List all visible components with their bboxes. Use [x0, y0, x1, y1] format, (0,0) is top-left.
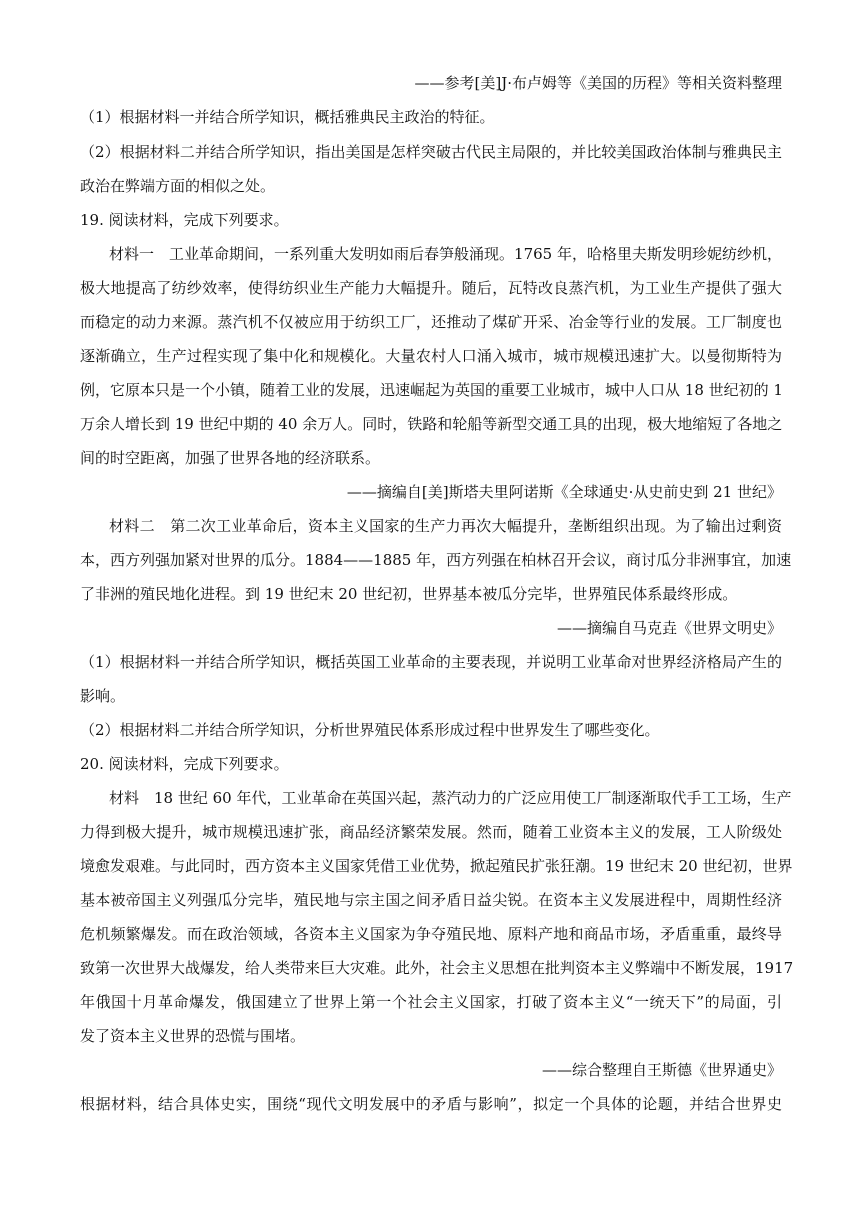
question-18-part-2-line-1: （2）根据材料二并结合所学知识，指出美国是怎样突破古代民主局限的，并比较美国政治体制与雅典民主 — [80, 143, 782, 161]
q20-material-line-8: 发了资本主义世界的恐慌与围堵。 — [80, 1027, 306, 1045]
source-citation-world-general-history: ——综合整理自王斯德《世界通史》 — [541, 1061, 782, 1079]
q20-material-line-5: 危机频繁爆发。而在政治领域，各资本主义国家为争夺殖民地、原料产地和商品市场，矛盾重重，最终导 — [80, 925, 782, 943]
q20-material-line-1: 材料 18 世纪 60 年代，工业革命在英国兴起，蒸汽动力的广泛应用使工厂制逐渐取代手工工场，生产 — [109, 789, 792, 807]
source-citation-global-history: ——摘编自[美]斯塔夫里阿诺斯《全球通史·从史前史到 21 世纪》 — [346, 483, 782, 501]
source-citation-world-civilization: ——摘编自马克垚《世界文明史》 — [556, 619, 782, 637]
q19-material-1-line-4: 逐渐确立，生产过程实现了集中化和规模化。大量农村人口涌入城市，城市规模迅速扩大。以曼彻斯特为 — [80, 347, 782, 365]
question-19-part-1-line-2: 影响。 — [80, 687, 126, 705]
question-18-part-1: （1）根据材料一并结合所学知识，概括雅典民主政治的特征。 — [80, 108, 495, 126]
q19-material-1-line-5: 例，它原本只是一个小镇，随着工业的发展，迅速崛起为英国的重要工业城市，城中人口从 18 世纪初的 1 — [80, 381, 783, 399]
q20-material-line-3: 境愈发艰难。与此同时，西方资本主义国家凭借工业优势，掀起殖民扩张狂潮。19 世纪末 20 世纪初，世界 — [80, 857, 793, 875]
question-18-part-2-line-2: 政治在弊端方面的相似之处。 — [80, 177, 276, 195]
q19-material-1-line-1: 材料一 工业革命期间，一系列重大发明如雨后春笋般涌现。1765 年，哈格里夫斯发明珍妮纺纱机， — [109, 245, 782, 263]
question-19-part-2: （2）根据材料二并结合所学知识，分析世界殖民体系形成过程中世界发生了哪些变化。 — [80, 721, 660, 739]
q19-material-2-line-1: 材料二 第二次工业革命后，资本主义国家的生产力再次大幅提升，垄断组织出现。为了输出过剩资 — [109, 517, 782, 535]
question-19-heading: 19. 阅读材料，完成下列要求。 — [80, 211, 289, 229]
question-19-part-1-line-1: （1）根据材料一并结合所学知识，概括英国工业革命的主要表现，并说明工业革命对世界经济格局产生的 — [80, 653, 782, 671]
question-20-heading: 20. 阅读材料，完成下列要求。 — [80, 755, 289, 773]
q19-material-1-line-2: 极大地提高了纺纱效率，使得纺织业生产能力大幅提升。随后，瓦特改良蒸汽机，为工业生产提供了强大 — [80, 279, 782, 297]
q19-material-1-line-6: 万余人增长到 19 世纪中期的 40 余万人。同时，铁路和轮船等新型交通工具的出现，极大地缩短了各地之 — [80, 415, 783, 433]
q19-material-2-line-3: 了非洲的殖民地化进程。到 19 世纪末 20 世纪初，世界基本被瓜分完毕，世界殖民体系最终形成。 — [80, 585, 738, 603]
q19-material-1-line-3: 而稳定的动力来源。蒸汽机不仅被应用于纺织工厂，还推动了煤矿开采、冶金等行业的发展。工厂制度也 — [80, 313, 782, 331]
q20-material-line-6: 致第一次世界大战爆发，给人类带来巨大灾难。此外，社会主义思想在批判资本主义弊端中不断发展，1917 — [80, 959, 794, 977]
source-citation-americas-journey: ——参考[美]J·布卢姆等《美国的历程》等相关资料整理 — [414, 74, 782, 92]
q20-material-line-4: 基本被帝国主义列强瓜分完毕，殖民地与宗主国之间矛盾日益尖锐。在资本主义发展进程中，周期性经济 — [80, 891, 782, 909]
question-20-prompt: 根据材料，结合具体史实，围绕“现代文明发展中的矛盾与影响”，拟定一个具体的论题，并结合世界史 — [80, 1095, 782, 1113]
q20-material-line-2: 力得到极大提升，城市规模迅速扩张，商品经济繁荣发展。然而，随着工业资本主义的发展，工人阶级处 — [80, 823, 782, 841]
q19-material-1-line-7: 间的时空距离，加强了世界各地的经济联系。 — [80, 449, 381, 467]
q19-material-2-line-2: 本，西方列强加紧对世界的瓜分。1884——1885 年，西方列强在柏林召开会议，商讨瓜分非洲事宜，加速 — [80, 551, 792, 569]
q20-material-line-7: 年俄国十月革命爆发，俄国建立了世界上第一个社会主义国家，打破了资本主义“一统天下”的局面，引 — [80, 993, 782, 1011]
